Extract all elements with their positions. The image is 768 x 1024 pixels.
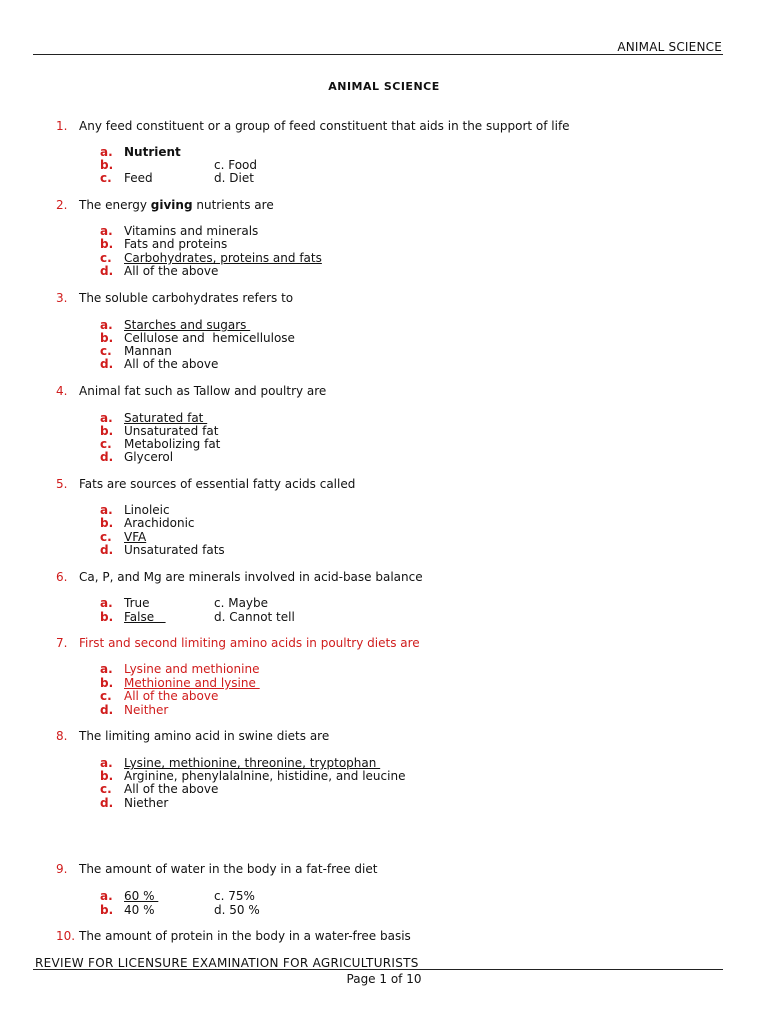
option-1b [100, 158, 258, 172]
question-number: 8. [56, 729, 68, 743]
option-8b [100, 769, 405, 783]
option-text: All of the above [124, 357, 219, 371]
option-text: Lysine, methionine, threonine, tryptophan [124, 756, 381, 770]
option-letter: b. [100, 331, 114, 345]
option-letter: a. [100, 662, 113, 676]
option-letter: a. [100, 503, 113, 517]
option-second-column: d. 50 % [214, 903, 260, 917]
option-4a [100, 411, 207, 425]
option-1a [100, 145, 181, 159]
option-letter: d. [100, 264, 114, 278]
question-number: 6. [56, 570, 68, 584]
question-8 [56, 729, 329, 743]
option-4c [100, 437, 220, 451]
question-text-end: nutrients are [192, 198, 274, 212]
option-text: Arachidonic [124, 516, 195, 530]
option-letter: d. [100, 450, 114, 464]
option-7b [100, 676, 260, 690]
option-text: Fats and proteins [124, 237, 228, 251]
footer-text: REVIEW FOR LICENSURE EXAMINATION FOR AGRICULTURISTS [35, 956, 419, 970]
question-number: 10. [56, 929, 76, 943]
option-text: Unsaturated fat [124, 424, 219, 438]
option-letter: b. [100, 237, 114, 251]
option-second-column: d. Diet [214, 171, 254, 185]
option-text: All of the above [124, 782, 219, 796]
option-text: VFA [124, 530, 147, 544]
question-7 [56, 636, 420, 650]
question-10 [56, 929, 411, 943]
option-text: Vitamins and minerals [124, 224, 259, 238]
option-letter: a. [100, 318, 113, 332]
question-5 [56, 477, 355, 491]
option-text: Carbohydrates, proteins and fats [124, 251, 322, 265]
document-title: ANIMAL SCIENCE [328, 80, 440, 93]
question-9 [56, 862, 377, 876]
option-letter: d. [100, 703, 114, 717]
option-3a [100, 318, 250, 332]
footer-rule [33, 969, 723, 970]
option-letter: d. [100, 796, 114, 810]
option-text: Unsaturated fats [124, 543, 225, 557]
question-3 [56, 291, 293, 305]
option-text: Lysine and methionine [124, 662, 260, 676]
question-text: Animal fat such as Tallow and poultry are [79, 384, 327, 398]
option-text: Glycerol [124, 450, 174, 464]
option-letter: a. [100, 596, 113, 610]
option-9a [100, 889, 255, 903]
question-1 [56, 119, 570, 133]
option-second-column: c. Maybe [214, 596, 269, 610]
question-number: 2. [56, 198, 68, 212]
option-letter: c. [100, 344, 112, 358]
option-letter: d. [100, 357, 114, 371]
option-7d [100, 703, 168, 717]
option-text: Arginine, phenylalalnine, histidine, and leucine [124, 769, 406, 783]
option-7c [100, 689, 218, 703]
option-1c [100, 171, 254, 185]
option-text: All of the above [124, 264, 219, 278]
option-letter: a. [100, 224, 113, 238]
option-letter: b. [100, 516, 114, 530]
option-8c [100, 782, 218, 796]
option-letter: b. [100, 769, 114, 783]
option-letter: a. [100, 411, 113, 425]
option-text: 40 % [124, 903, 155, 917]
question-text: Fats are sources of essential fatty acids called [79, 477, 356, 491]
running-header: ANIMAL SCIENCE [617, 40, 722, 54]
question-text: The energy [79, 198, 151, 212]
question-4 [56, 384, 326, 398]
question-text: First and second limiting amino acids in poultry diets are [79, 636, 420, 650]
option-3b [100, 331, 295, 345]
page-number: Page 1 of 10 [346, 972, 422, 986]
option-text: Linoleic [124, 503, 170, 517]
option-7a [100, 662, 259, 676]
option-5d [100, 543, 225, 557]
question-text-bold: giving [150, 198, 193, 212]
header-rule [33, 54, 723, 55]
option-text: Mannan [124, 344, 172, 358]
option-letter: b. [100, 424, 114, 438]
option-text: Neither [124, 703, 169, 717]
option-letter: b. [100, 903, 114, 917]
question-2 [56, 198, 274, 212]
option-letter: a. [100, 756, 113, 770]
option-6a [100, 596, 269, 610]
option-text: All of the above [124, 689, 219, 703]
option-second-column: d. Cannot tell [214, 610, 295, 624]
option-second-column: c. 75% [214, 889, 255, 903]
question-text: Any feed constituent or a group of feed constituent that aids in the support of life [79, 119, 570, 133]
option-6b [100, 610, 295, 624]
option-text: Feed [124, 171, 153, 185]
option-text: Metabolizing fat [124, 437, 221, 451]
option-5b [100, 516, 195, 530]
option-letter: d. [100, 543, 114, 557]
question-number: 5. [56, 477, 68, 491]
option-letter: a. [100, 889, 113, 903]
option-5a [100, 503, 170, 517]
question-text: The soluble carbohydrates refers to [79, 291, 294, 305]
option-letter: b. [100, 158, 114, 172]
option-letter: a. [100, 145, 113, 159]
option-text: 60 % [124, 889, 159, 903]
option-text: True [124, 596, 150, 610]
option-letter: b. [100, 610, 114, 624]
option-8a [100, 756, 380, 770]
question-number: 3. [56, 291, 68, 305]
option-9b [100, 903, 260, 917]
question-number: 9. [56, 862, 68, 876]
question-6 [56, 570, 423, 584]
question-text: The amount of protein in the body in a water-free basis [79, 929, 411, 943]
option-4d [100, 450, 173, 464]
option-2a [100, 224, 258, 238]
question-number: 7. [56, 636, 68, 650]
question-number: 1. [56, 119, 68, 133]
option-letter: c. [100, 782, 112, 796]
option-second-column: c. Food [214, 158, 258, 172]
option-text: Starches and sugars [124, 318, 251, 332]
option-3d [100, 357, 218, 371]
option-text: Cellulose and hemicellulose [124, 331, 295, 345]
option-text: Niether [124, 796, 169, 810]
question-text: Ca, P, and Mg are minerals involved in acid-base balance [79, 570, 423, 584]
option-letter: c. [100, 689, 112, 703]
option-8d [100, 796, 168, 810]
option-letter: c. [100, 251, 112, 265]
option-2b [100, 237, 227, 251]
option-letter: c. [100, 437, 112, 451]
option-text: Saturated fat [124, 411, 208, 425]
question-text: The limiting amino acid in swine diets are [79, 729, 330, 743]
option-letter: b. [100, 676, 114, 690]
option-letter: c. [100, 171, 112, 185]
option-4b [100, 424, 218, 438]
option-3c [100, 344, 172, 358]
option-2c [100, 251, 322, 265]
option-text: Nutrient [124, 145, 181, 159]
question-number: 4. [56, 384, 68, 398]
option-2d [100, 264, 218, 278]
option-letter: c. [100, 530, 112, 544]
option-text: False [124, 610, 166, 624]
question-text: The amount of water in the body in a fat-free diet [79, 862, 378, 876]
option-text: Methionine and lysine [124, 676, 260, 690]
option-5c [100, 530, 146, 544]
